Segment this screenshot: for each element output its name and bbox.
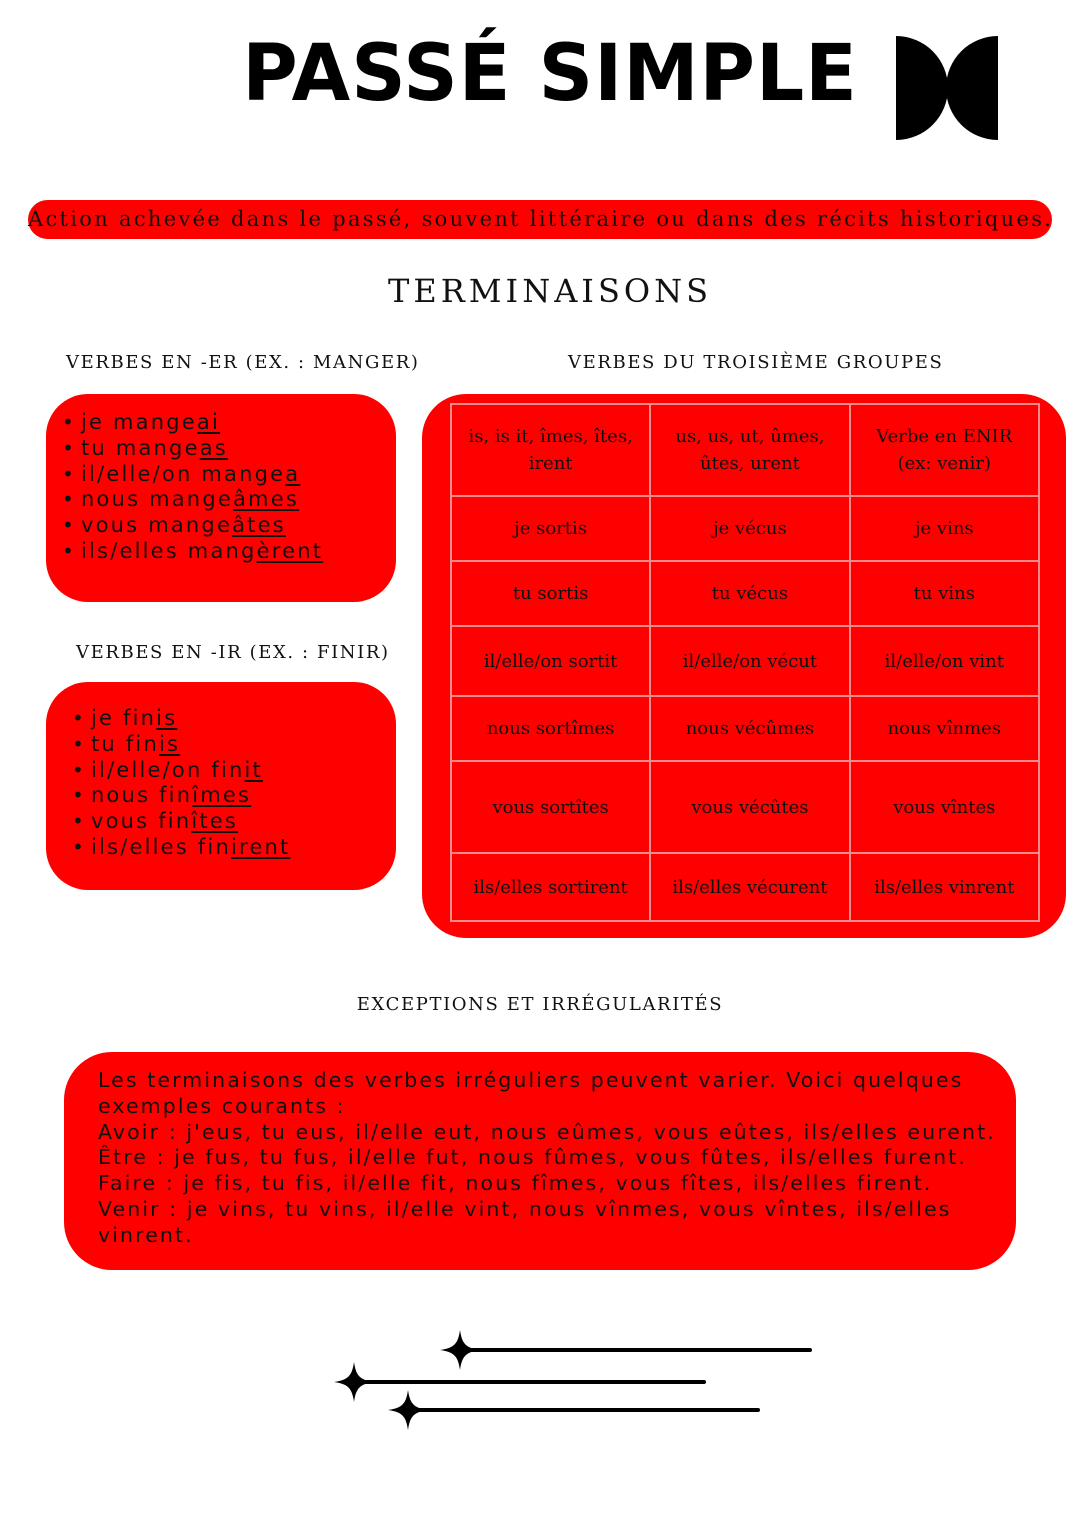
verb-stem: tu fin [91,731,159,756]
verb-ending: îtes [191,809,239,834]
verb-stem: ils/elles mang [81,538,257,563]
table-header-cell: Verbe en ENIR (ex: venir) [850,404,1039,496]
conjugation-item [62,487,323,513]
verb-ending: is [156,706,178,730]
bullet-icon: • [62,513,76,538]
table-cell: je vins [850,496,1039,561]
bullet-icon: • [62,435,76,460]
verb-stem: je mange [81,410,197,434]
table-cell: tu vécus [650,561,849,626]
table-header-cell: us, us, ut, ûmes, ûtes, urent [650,404,849,496]
exceptions-label: EXCEPTIONS ET IRRÉGULARITÉS [356,994,724,1015]
verb-stem: tu mange [81,435,200,460]
third-group-table [450,403,1040,922]
section-heading: TERMINAISONS [387,272,713,310]
sparkle-lines-icon [330,1326,820,1438]
half-circles-logo-icon [892,36,1002,140]
er-verbs-label: VERBES EN -ER (EX. : MANGER) [66,352,420,373]
table-cell: il/elle/on vint [850,626,1039,696]
table-cell: ils/elles sortirent [451,853,650,921]
page-title: PASSÉ SIMPLE [242,29,858,119]
exceptions-card [64,1052,1016,1270]
verb-ending: as [199,435,228,460]
table-cell: vous vîntes [850,761,1039,853]
table-cell: ils/elles vécurent [650,853,849,921]
ir-verbs-card [46,682,396,890]
bullet-icon: • [62,538,76,563]
table-row [451,696,1039,761]
table-cell: il/elle/on sortit [451,626,650,696]
conjugation-item [62,436,323,462]
bullet-icon: • [62,487,76,512]
exception-line: Être : je fus, tu fus, il/elle fut, nous fûmes, vous fûtes, ils/elles furent. [98,1145,967,1170]
table-cell: nous sortîmes [451,696,650,761]
conjugation-item [62,539,323,565]
exception-line: Venir : je vins, tu vins, il/elle vint, nous vînmes, vous vîntes, ils/elles vinrent. [98,1196,952,1247]
table-row [451,761,1039,853]
verb-ending: ai [196,410,221,434]
exception-line: Les terminaisons des verbes irréguliers peuvent varier. Voici quelques exemples courants : [98,1068,964,1118]
verb-stem: vous mange [81,513,233,538]
exception-line: Faire : je fis, tu fis, il/elle fit, nous fîmes, vous fîtes, ils/elles firent. [98,1171,933,1196]
bullet-icon: • [72,783,86,808]
verb-stem: vous fin [91,809,192,834]
conjugation-item [72,809,290,835]
bullet-icon: • [72,834,86,859]
verb-ending: is [158,731,181,756]
table-cell: nous vécûmes [650,696,849,761]
er-conjugation-list [62,410,323,565]
conjugation-item [72,758,290,784]
exceptions-text [98,1068,1010,1249]
conjugation-item [72,732,290,758]
conjugation-item [72,835,290,861]
table-cell: vous sortîtes [451,761,650,853]
table-cell: ils/elles vinrent [850,853,1039,921]
ir-conjugation-list [72,706,290,861]
bullet-icon: • [72,706,86,730]
ir-verbs-label: VERBES EN -IR (EX. : FINIR) [76,642,390,663]
bullet-icon: • [72,809,86,834]
table-cell: vous vécûtes [650,761,849,853]
table-header-cell: is, is it, îmes, îtes, irent [451,404,650,496]
conjugation-item [72,706,290,732]
conjugation-item [72,783,290,809]
table-cell: je vécus [650,496,849,561]
table-row [451,626,1039,696]
table-cell: tu sortis [451,561,650,626]
verb-ending: âmes [232,487,299,512]
verb-stem: je fin [91,706,157,730]
third-group-label: VERBES DU TROISIÈME GROUPES [568,352,944,373]
table-cell: nous vînmes [850,696,1039,761]
verb-ending: irent [230,834,291,859]
table-cell: je sortis [451,496,650,561]
verb-stem: ils/elles fin [91,834,231,859]
exception-line: Avoir : j'eus, tu eus, il/elle eut, nous eûmes, vous eûtes, ils/elles eurent. [98,1119,996,1144]
verb-ending: âtes [232,513,286,538]
table-header-row [451,404,1039,496]
bullet-icon: • [62,461,76,486]
table-row [451,561,1039,626]
table-cell: il/elle/on vécut [650,626,849,696]
verb-stem: il/elle/on mange [81,461,286,486]
definition-banner: Action achevée dans le passé, souvent littéraire ou dans des récits historiques. [28,200,1052,239]
verb-ending: èrent [256,538,324,563]
er-verbs-card [46,394,396,602]
table-row [451,496,1039,561]
verb-ending: îmes [192,783,252,808]
third-group-card [422,394,1066,938]
verb-stem: nous fin [91,783,193,808]
verb-ending: it [244,757,263,782]
table-cell: tu vins [850,561,1039,626]
bullet-icon: • [72,757,86,782]
conjugation-item [62,513,323,539]
verb-stem: nous mange [81,487,233,512]
conjugation-item [62,410,323,436]
verb-ending: a [285,461,301,486]
table-row [451,853,1039,921]
bullet-icon: • [62,410,76,434]
conjugation-item [62,462,323,488]
verb-stem: il/elle/on fin [91,757,245,782]
bullet-icon: • [72,731,86,756]
